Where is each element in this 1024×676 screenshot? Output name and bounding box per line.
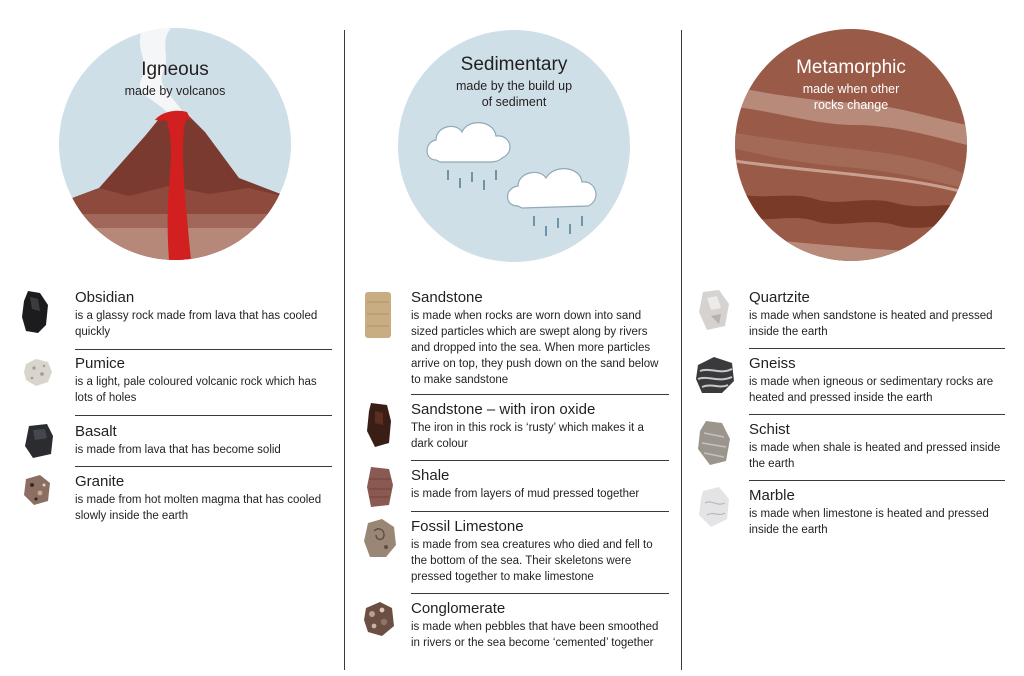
sedimentary-rock-list [411,288,669,674]
rock-description: is made from layers of mud pressed together [411,488,640,500]
rock-name: Pumice [75,355,126,372]
rock-name: Sandstone – with iron oxide [411,401,596,418]
rock-name: Sandstone [411,289,483,306]
rock-item-marble [749,481,1005,547]
rock-description: is made from hot molten magma that has cooled slowly inside the earth [75,494,322,522]
rock-item-gneiss [749,349,1005,415]
rock-description: is made from lava that has become solid [75,444,281,456]
rock-name: Obsidian [75,289,135,306]
igneous-column [0,0,344,676]
rock-item-granite [75,467,332,527]
rock-layers-illustration [735,29,967,261]
conglomerate-rock-icon [362,600,396,638]
rock-item-sandstone-iron-oxide [411,395,669,461]
rock-item-pumice [75,350,332,416]
marble-rock-icon [697,485,731,529]
iron-sandstone-rock-icon [365,401,393,449]
obsidian-rock-icon [20,289,50,335]
rock-name: Marble [749,487,795,504]
igneous-rock-list [75,288,332,527]
quartzite-rock-icon [697,288,731,332]
rock-description: is a light, pale coloured volcanic rock which has lots of holes [75,376,317,404]
sedimentary-subtitle-line1: made by the build up [455,79,573,93]
rock-description: is made from sea creatures who died and fell to the bottom of the sea. Their skeletons were pressed together to make limestone [411,539,653,583]
rock-item-sandstone [411,288,669,395]
gneiss-rock-icon [694,355,736,397]
rock-description: is a glassy rock made from lava that has cooled quickly [75,310,318,338]
rock-name: Fossil Limestone [411,518,524,535]
basalt-rock-icon [23,422,55,460]
rain-clouds-illustration [398,30,630,262]
rock-description: is made when limestone is heated and pressed inside the earth [749,508,989,536]
rock-item-obsidian [75,288,332,350]
sedimentary-title: Sedimentary [460,54,568,75]
rock-description: is made when rocks are worn down into sand sized particles which are swept along by rivers and dropped into the sea. When more particles arrive on top, they push down on the sand below to make sandstone [411,310,659,386]
rock-description: is made when pebbles that have been smoothed in rivers or the sea become ‘cemented’ together [411,621,659,649]
rock-description: The iron in this rock is ‘rusty’ which makes it a dark colour [411,422,644,450]
rock-item-shale [411,461,669,512]
rock-description: is made when igneous or sedimentary rocks are heated and pressed inside the earth [749,376,994,404]
sedimentary-column [345,0,681,676]
rock-description: is made when shale is heated and pressed inside the earth [749,442,1001,470]
rock-item-basalt [75,416,332,467]
shale-rock-icon [365,465,395,509]
rock-name: Schist [749,421,790,438]
rock-name: Basalt [75,423,117,440]
rock-name: Shale [411,467,450,484]
rock-name: Granite [75,473,125,490]
rock-item-schist [749,415,1005,481]
igneous-subtitle: made by volcanos [124,84,226,98]
metamorphic-rock-list [749,288,1005,547]
granite-rock-icon [22,473,52,507]
igneous-title: Igneous [141,59,209,80]
metamorphic-column [682,0,1024,676]
rock-name: Conglomerate [411,600,506,617]
rock-description: is made when sandstone is heated and pressed inside the earth [749,310,993,338]
limestone-rock-icon [362,517,398,561]
rock-name: Gneiss [749,355,796,372]
rock-item-quartzite [749,288,1005,349]
rock-item-conglomerate [411,594,669,674]
volcano-illustration [59,28,291,260]
rock-name: Quartzite [749,289,810,306]
sandstone-rock-icon [363,290,393,340]
metamorphic-subtitle-line1: made when other [802,82,900,96]
sedimentary-subtitle-line2: of sediment [481,95,547,109]
metamorphic-subtitle-line2: rocks change [813,98,889,112]
pumice-rock-icon [22,356,54,388]
rock-item-fossil-limestone [411,512,669,594]
schist-rock-icon [696,419,732,467]
metamorphic-title: Metamorphic [796,57,906,78]
